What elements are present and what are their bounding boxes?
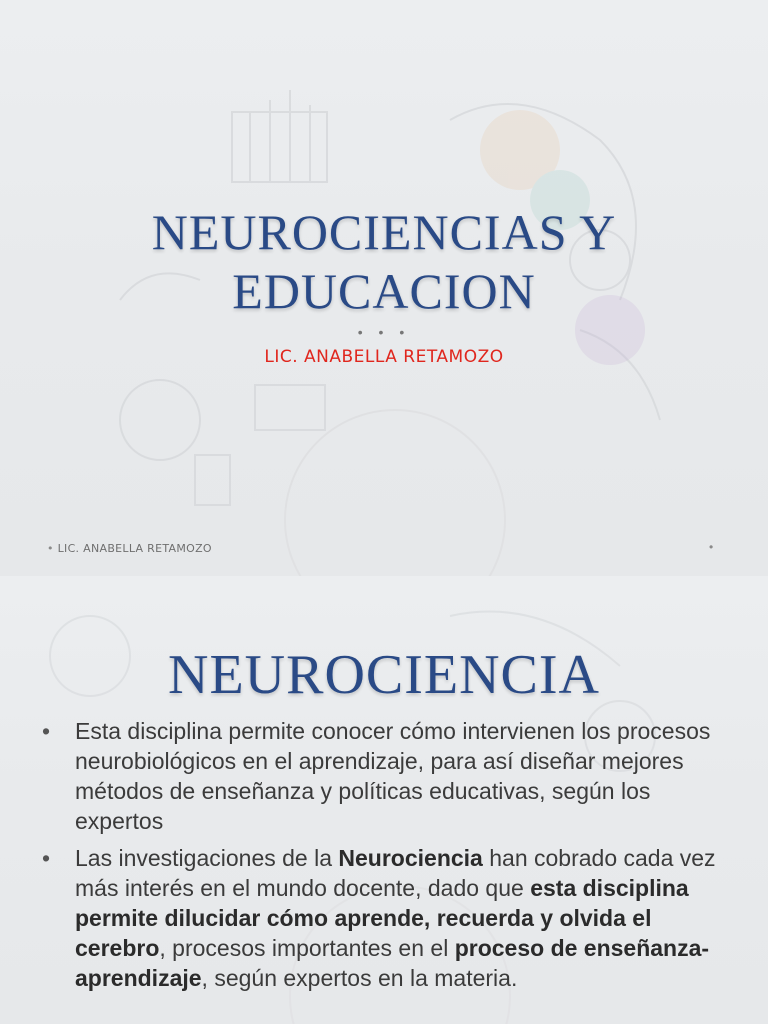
slide-title-line2: EDUCACION (232, 263, 536, 319)
title-separator-dots: • • • (357, 324, 411, 340)
bullet-item (42, 716, 732, 836)
bullet-list (42, 716, 732, 1000)
bullet-text-part: Las investigaciones de la (75, 845, 339, 871)
footer-bullet-icon: • (47, 542, 54, 555)
bullet-text-part: , procesos importantes en el (159, 935, 455, 961)
bullet-text: Esta disciplina permite conocer cómo intervienen los procesos neurobiológicos en el aprendizaje, para así diseñar mejores métodos de enseñanza y políticas educativas, según los expertos (75, 718, 711, 834)
slide-title-line1: NEUROCIENCIAS Y (151, 204, 617, 260)
bullet-bold-text: esta disciplina permite dilucidar cómo aprende, recuerda y olvida el cerebro (75, 875, 689, 961)
bullet-icon: • (42, 718, 51, 744)
bullet-text-part: , según expertos en la materia. (201, 965, 518, 991)
bullet-item (42, 843, 732, 993)
bullet-text-part: han cobrado cada vez más interés en el mundo docente, dado que (75, 845, 716, 901)
bullet-bold-text: Neurociencia (338, 845, 483, 871)
bullet-bold-text: proceso de enseñanza- aprendizaje (75, 935, 710, 991)
footer-author-text: LIC. ANABELLA RETAMOZO (57, 542, 212, 555)
slide-title: NEUROCIENCIA (168, 644, 600, 706)
slide-subtitle-author: LIC. ANABELLA RETAMOZO (264, 347, 504, 367)
slide-number-bullet-icon: • (709, 540, 714, 554)
slide-footer-author (47, 542, 212, 555)
content-slide (0, 576, 768, 1024)
bullet-icon: • (42, 845, 51, 871)
